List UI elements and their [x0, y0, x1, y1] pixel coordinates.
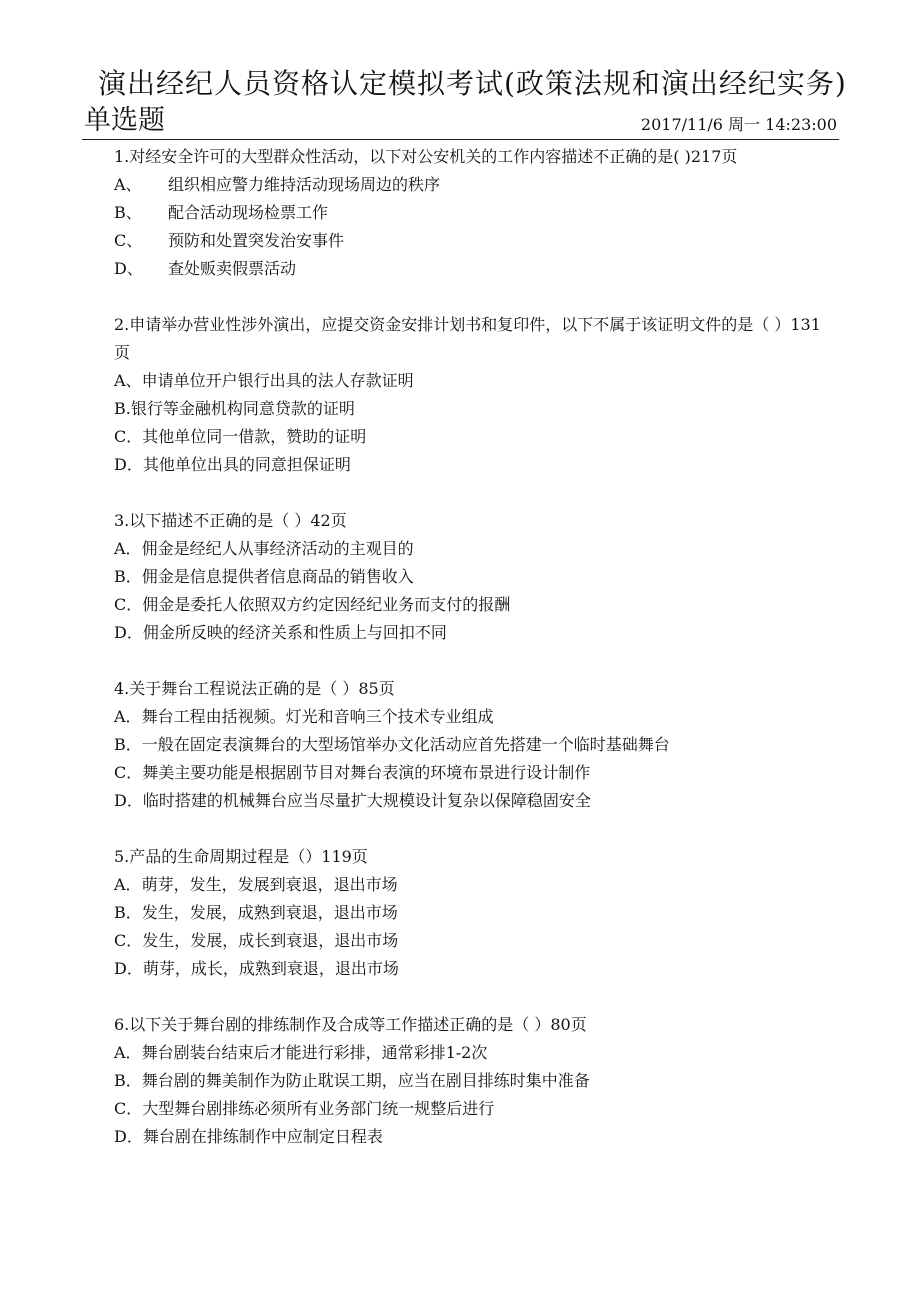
option-label: C．	[114, 931, 143, 950]
option-text: 预防和处置突发治安事件	[168, 231, 345, 250]
option-text: 萌芽，发生，发展到衰退，退出市场	[141, 875, 398, 894]
question-text: 6.以下关于舞台剧的排练制作及合成等工作描述正确的是（ ）80页	[114, 1015, 587, 1034]
option-a	[114, 535, 824, 563]
option-text: 佣金是信息提供者信息商品的销售收入	[141, 567, 414, 586]
option-c	[114, 227, 824, 255]
option-text: 舞台剧装台结束后才能进行彩排，通常彩排1-2次	[141, 1043, 488, 1062]
option-d	[114, 451, 824, 479]
option-text: 临时搭建的机械舞台应当尽量扩大规模设计复杂以保障稳固安全	[142, 791, 591, 810]
option-label: B、	[114, 203, 142, 222]
option-text: 舞美主要功能是根据剧节目对舞台表演的环境布景进行设计制作	[142, 763, 591, 782]
option-label: B．	[114, 567, 142, 586]
option-a	[114, 367, 824, 395]
option-c	[114, 927, 824, 955]
option-label: D．	[114, 1127, 143, 1146]
option-label: A、	[114, 175, 142, 194]
option-b	[114, 199, 824, 227]
option-b	[114, 899, 824, 927]
option-d	[114, 787, 824, 815]
option-label: A．	[114, 707, 142, 726]
option-label: B．	[114, 903, 142, 922]
option-text: 发生，发展，成长到衰退，退出市场	[142, 931, 399, 950]
option-label: A、	[114, 371, 142, 390]
document-title: 演出经纪人员资格认定模拟考试(政策法规和演出经纪实务)	[98, 67, 847, 100]
option-text: 申请单位开户银行出具的法人存款证明	[141, 371, 414, 390]
question-text: 1.对经安全许可的大型群众性活动，以下对公安机关的工作内容描述不正确的是( )217页	[114, 147, 738, 166]
option-label: C．	[114, 595, 143, 614]
option-a	[114, 871, 824, 899]
question-text: 3.以下描述不正确的是（ ）42页	[114, 511, 347, 530]
option-label: B.	[114, 399, 131, 418]
option-label: D．	[114, 623, 143, 642]
option-d	[114, 619, 824, 647]
question-2	[114, 311, 824, 479]
option-label: B．	[114, 735, 142, 754]
option-label: D．	[114, 959, 143, 978]
option-label: D、	[114, 259, 143, 278]
option-label: C．	[114, 427, 143, 446]
option-a	[114, 703, 824, 731]
option-text: 银行等金融机构同意贷款的证明	[130, 399, 355, 418]
option-d	[114, 955, 824, 983]
option-b	[114, 1067, 824, 1095]
section-title: 单选题	[84, 105, 165, 136]
question-4	[114, 675, 824, 815]
option-label: C、	[114, 231, 143, 250]
option-text: 佣金是委托人依照双方约定因经纪业务而支付的报酬	[142, 595, 511, 614]
question-text: 5.产品的生命周期过程是（）119页	[114, 847, 368, 866]
option-label: A．	[114, 875, 142, 894]
timestamp: 2017/11/6 周一 14:23:00	[640, 115, 837, 134]
option-text: 舞台工程由括视频。灯光和音响三个技术专业组成	[141, 707, 494, 726]
option-label: A．	[114, 1043, 142, 1062]
option-text: 舞台剧的舞美制作为防止耽误工期，应当在剧目排练时集中准备	[141, 1071, 590, 1090]
option-text: 舞台剧在排练制作中应制定日程表	[142, 1127, 383, 1146]
option-label: D．	[114, 791, 143, 810]
question-6	[114, 1011, 824, 1151]
question-text: 4.关于舞台工程说法正确的是（ ）85页	[114, 679, 395, 698]
option-label: A．	[114, 539, 142, 558]
question-1	[114, 143, 824, 283]
option-text: 佣金所反映的经济关系和性质上与回扣不同	[142, 623, 447, 642]
option-a	[114, 171, 824, 199]
option-text: 发生，发展，成熟到衰退，退出市场	[141, 903, 398, 922]
question-3	[114, 507, 824, 647]
option-text: 组织相应警力维持活动现场周边的秩序	[168, 175, 441, 194]
option-label: D．	[114, 455, 143, 474]
option-c	[114, 1095, 824, 1123]
option-label: C．	[114, 763, 143, 782]
option-b	[114, 563, 824, 591]
option-label: C．	[114, 1099, 143, 1118]
option-d	[114, 1123, 824, 1151]
question-text: 2.申请举办营业性涉外演出，应提交资金安排计划书和复印件，以下不属于该证明文件的是（ ）131页	[114, 315, 821, 362]
option-label: B．	[114, 1071, 142, 1090]
option-a	[114, 1039, 824, 1067]
option-text: 大型舞台剧排练必须所有业务部门统一规整后进行	[142, 1099, 495, 1118]
option-c	[114, 759, 824, 787]
option-text: 萌芽，成长，成熟到衰退，退出市场	[142, 959, 399, 978]
option-c	[114, 423, 824, 451]
option-b	[114, 731, 824, 759]
option-text: 一般在固定表演舞台的大型场馆举办文化活动应首先搭建一个临时基础舞台	[141, 735, 670, 754]
option-text: 其他单位同一借款，赞助的证明	[142, 427, 367, 446]
option-text: 配合活动现场检票工作	[168, 203, 329, 222]
header-divider	[82, 139, 839, 140]
question-5	[114, 843, 824, 983]
option-d	[114, 255, 824, 283]
option-text: 其他单位出具的同意担保证明	[142, 455, 351, 474]
option-c	[114, 591, 824, 619]
option-text: 佣金是经纪人从事经济活动的主观目的	[141, 539, 414, 558]
question-list	[114, 143, 824, 1179]
option-text: 查处贩卖假票活动	[168, 259, 297, 278]
option-b	[114, 395, 824, 423]
